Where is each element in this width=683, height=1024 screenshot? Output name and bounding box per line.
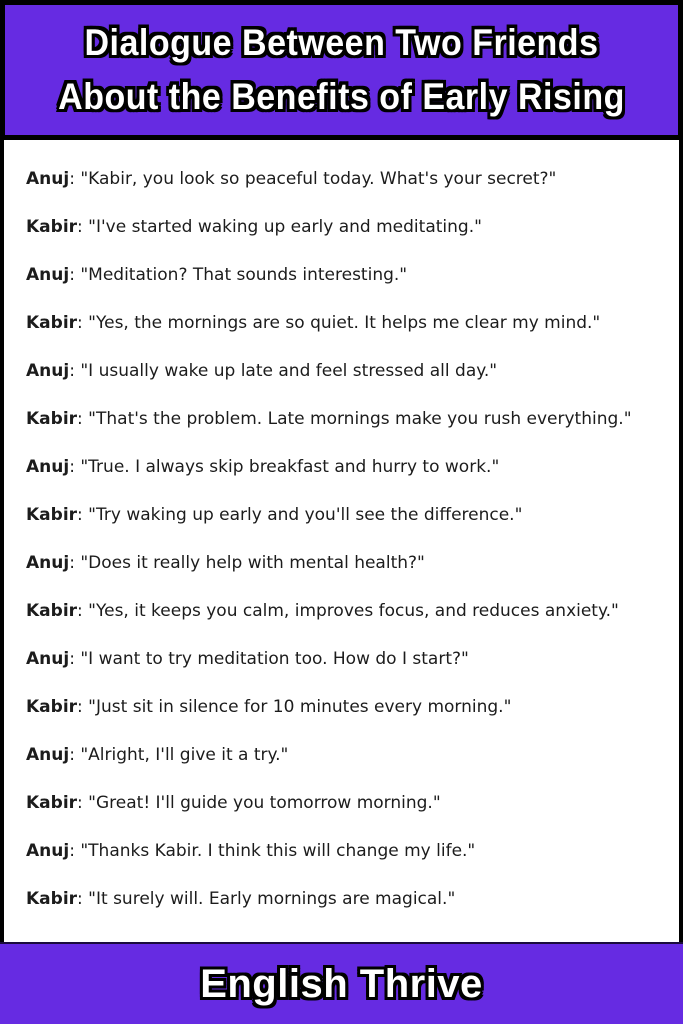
dialogue-text: "I want to try meditation too. How do I start?"	[80, 649, 469, 669]
speaker-name: Anuj	[26, 745, 70, 765]
dialogue-text: "True. I always skip breakfast and hurry to work."	[80, 457, 500, 477]
dialogue-line	[26, 731, 659, 779]
dialogue-line	[26, 299, 659, 347]
header-banner	[0, 0, 683, 140]
colon-separator: :	[69, 841, 81, 861]
page-title	[58, 16, 625, 124]
dialogue-text: "Yes, the mornings are so quiet. It helps me clear my mind."	[88, 313, 601, 333]
speaker-name: Kabir	[26, 505, 78, 525]
colon-separator: :	[69, 553, 81, 573]
colon-separator: :	[77, 217, 89, 237]
speaker-name: Kabir	[26, 889, 78, 909]
dialogue-line	[26, 587, 659, 635]
dialogue-line	[26, 875, 659, 923]
colon-separator: :	[69, 169, 81, 189]
dialogue-text: "Alright, I'll give it a try."	[80, 745, 289, 765]
dialogue-text: "I've started waking up early and meditating."	[88, 217, 482, 237]
dialogue-line	[26, 395, 659, 443]
dialogue-line	[26, 347, 659, 395]
brand-name: English Thrive	[200, 961, 483, 1006]
colon-separator: :	[77, 889, 89, 909]
colon-separator: :	[77, 601, 89, 621]
colon-separator: :	[69, 649, 81, 669]
dialogue-line	[26, 827, 659, 875]
speaker-name: Anuj	[26, 169, 70, 189]
speaker-name: Anuj	[26, 553, 70, 573]
speaker-name: Anuj	[26, 841, 70, 861]
dialogue-line	[26, 203, 659, 251]
footer-banner	[0, 942, 683, 1024]
speaker-name: Anuj	[26, 265, 70, 285]
title-line-2: About the Benefits of Early Rising	[58, 76, 625, 118]
dialogue-text: "I usually wake up late and feel stressed all day."	[80, 361, 498, 381]
speaker-name: Kabir	[26, 793, 78, 813]
dialogue-line	[26, 635, 659, 683]
dialogue-text: "Kabir, you look so peaceful today. What's your secret?"	[80, 169, 557, 189]
colon-separator: :	[77, 313, 89, 333]
colon-separator: :	[69, 265, 81, 285]
speaker-name: Kabir	[26, 697, 78, 717]
colon-separator: :	[69, 361, 81, 381]
dialogue-text: "It surely will. Early mornings are magical."	[88, 889, 456, 909]
dialogue-list	[0, 140, 683, 942]
colon-separator: :	[77, 793, 89, 813]
colon-separator: :	[77, 505, 89, 525]
dialogue-text: "That's the problem. Late mornings make you rush everything."	[88, 409, 632, 429]
dialogue-text: "Does it really help with mental health?"	[80, 553, 425, 573]
colon-separator: :	[77, 697, 89, 717]
colon-separator: :	[77, 409, 89, 429]
speaker-name: Kabir	[26, 409, 78, 429]
speaker-name: Anuj	[26, 649, 70, 669]
colon-separator: :	[69, 457, 81, 477]
dialogue-line	[26, 491, 659, 539]
dialogue-line	[26, 443, 659, 491]
speaker-name: Kabir	[26, 601, 78, 621]
dialogue-text: "Just sit in silence for 10 minutes every morning."	[88, 697, 512, 717]
dialogue-line	[26, 155, 659, 203]
speaker-name: Kabir	[26, 217, 78, 237]
colon-separator: :	[69, 745, 81, 765]
speaker-name: Anuj	[26, 457, 70, 477]
dialogue-text: "Try waking up early and you'll see the difference."	[88, 505, 523, 525]
dialogue-text: "Great! I'll guide you tomorrow morning."	[88, 793, 441, 813]
title-line-1: Dialogue Between Two Friends	[84, 22, 599, 64]
dialogue-line	[26, 683, 659, 731]
dialogue-text: "Meditation? That sounds interesting."	[80, 265, 408, 285]
dialogue-text: "Yes, it keeps you calm, improves focus, and reduces anxiety."	[88, 601, 619, 621]
dialogue-text: "Thanks Kabir. I think this will change my life."	[80, 841, 476, 861]
dialogue-line	[26, 539, 659, 587]
speaker-name: Anuj	[26, 361, 70, 381]
dialogue-line	[26, 779, 659, 827]
dialogue-line	[26, 251, 659, 299]
speaker-name: Kabir	[26, 313, 78, 333]
